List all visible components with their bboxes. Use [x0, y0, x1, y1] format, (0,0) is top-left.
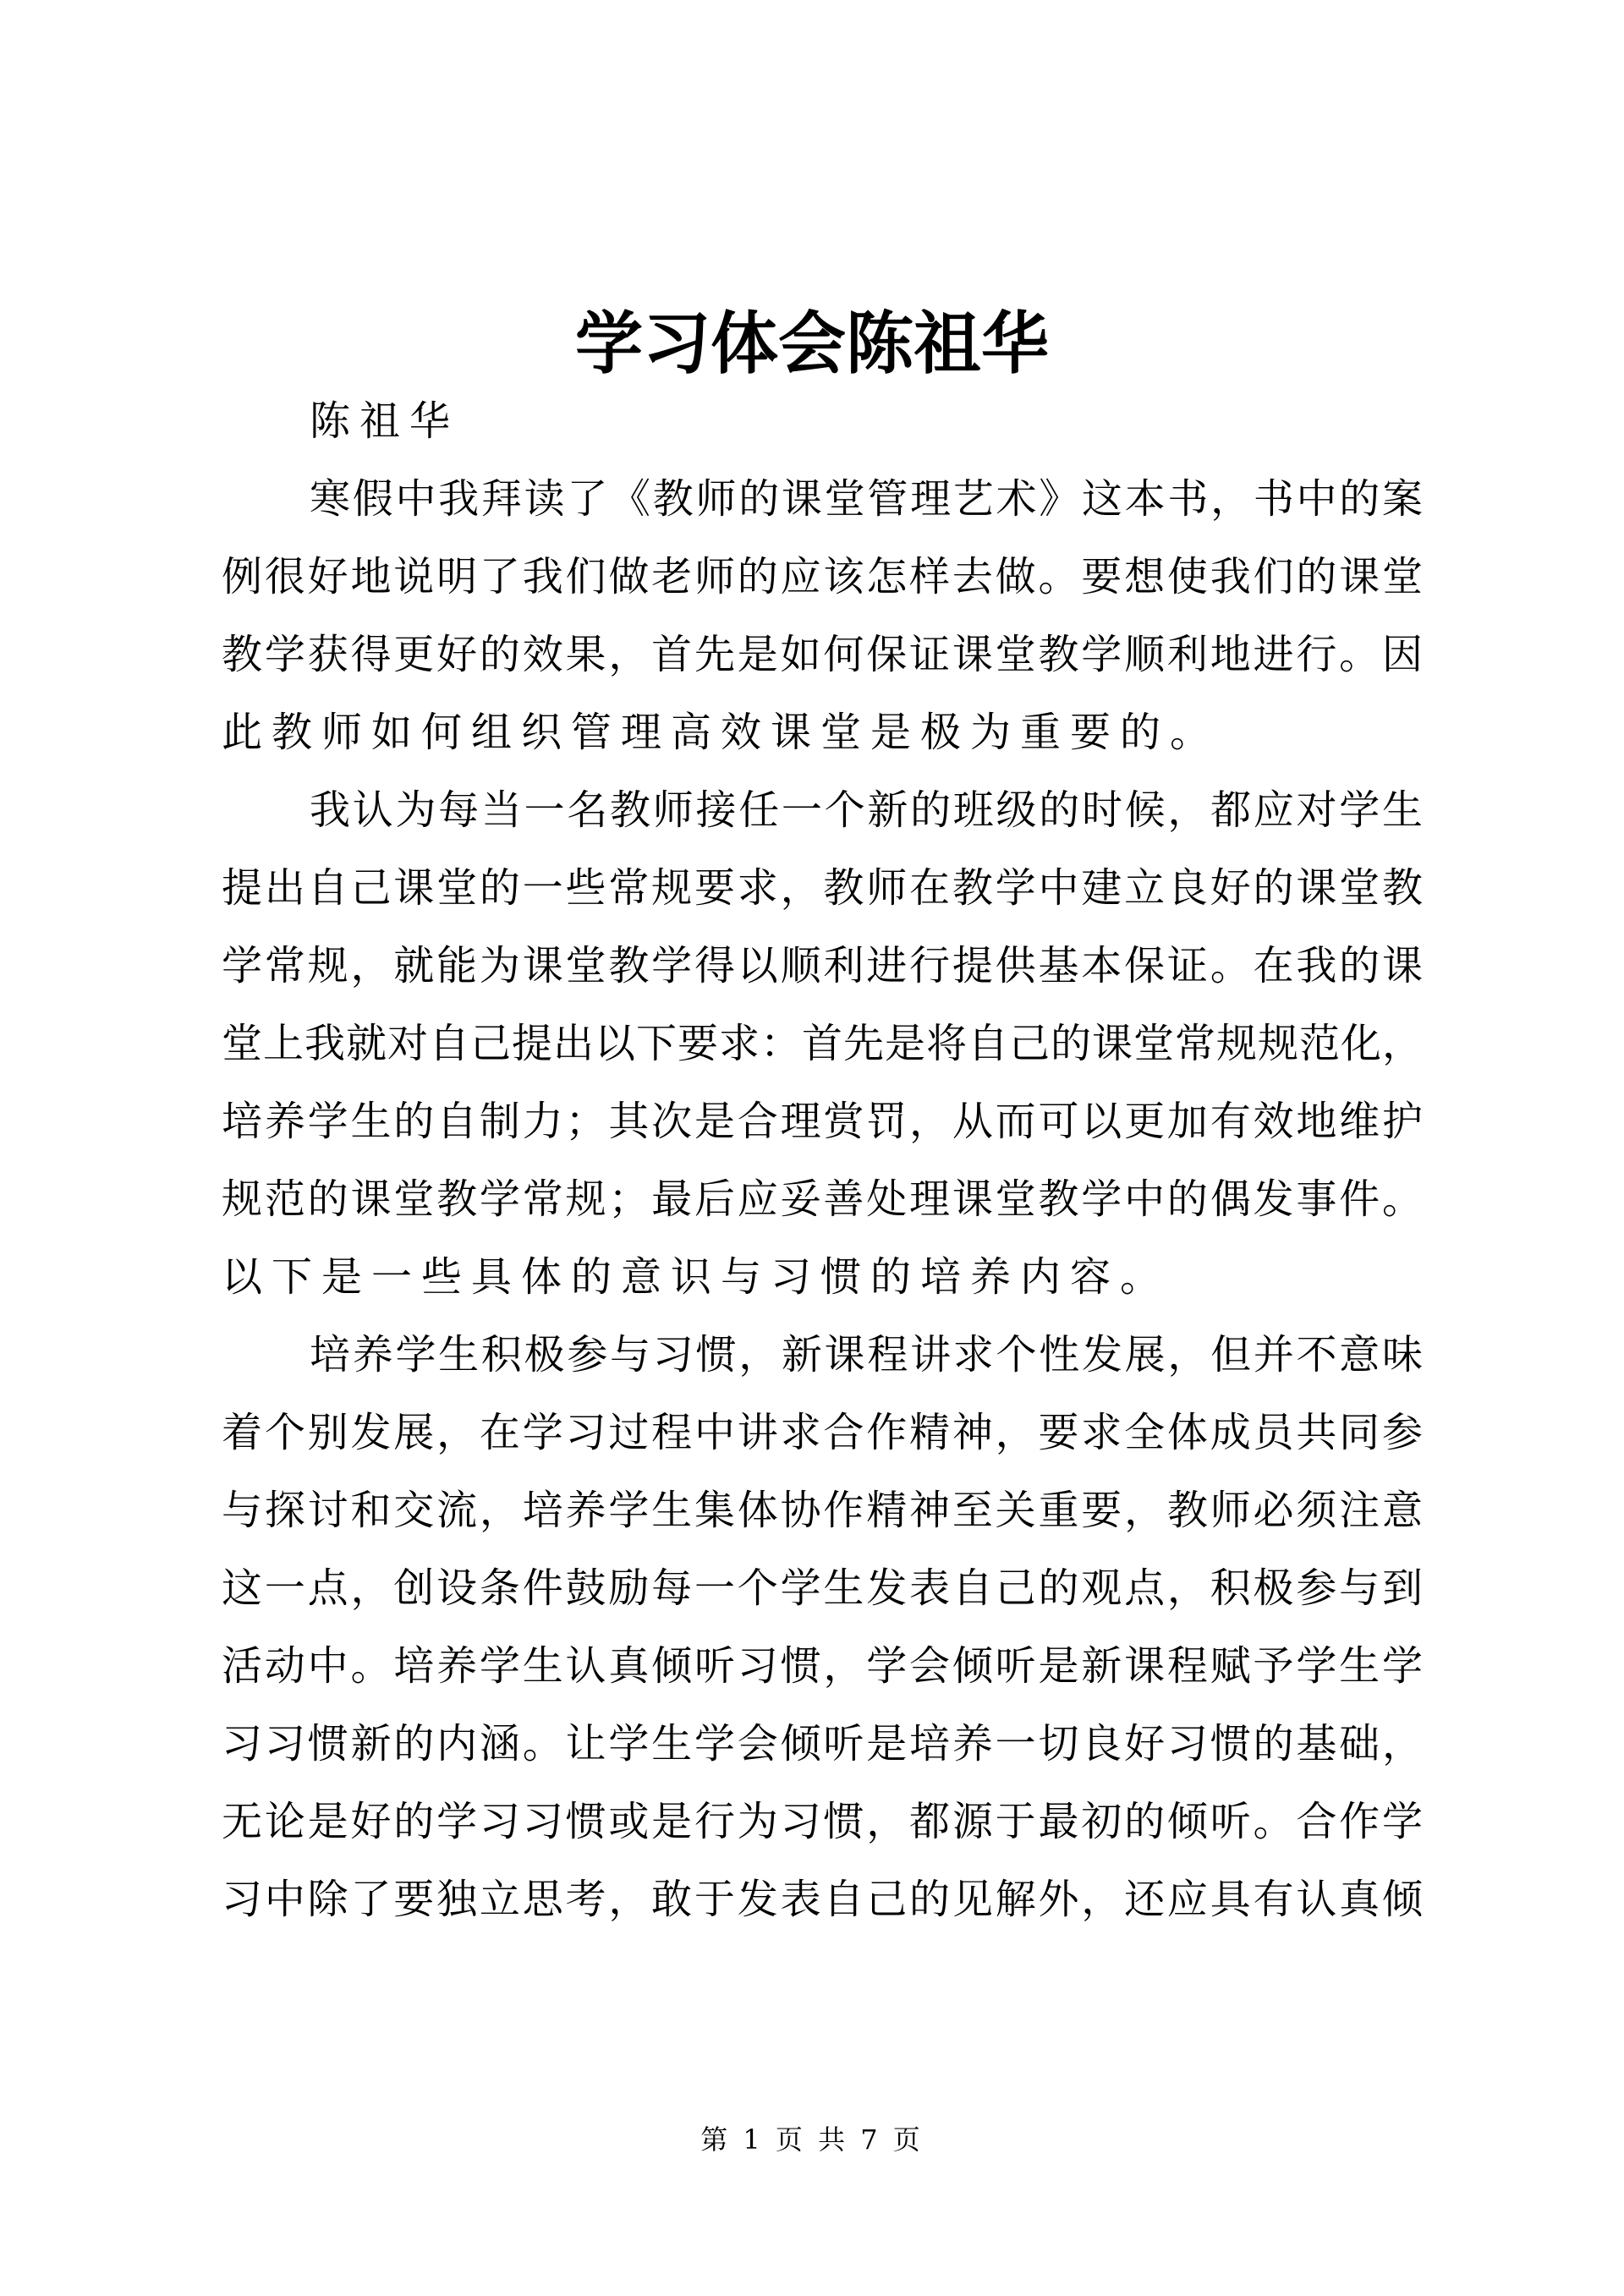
paragraph-3-line-6: 习习惯新的内涵。让学生学会倾听是培养一切良好习惯的基础，: [222, 1720, 1423, 1767]
paragraph-2-line-3: 学常规，就能为课堂教学得以顺利进行提供基本保证。在我的课: [222, 942, 1423, 989]
paragraph-3-line-3: 与探讨和交流，培养学生集体协作精神至关重要，教师必须注意: [222, 1487, 1423, 1534]
author-line: 陈祖华: [310, 397, 460, 445]
paragraph-1-line-1: 寒假中我拜读了《教师的课堂管理艺术》这本书，书中的案: [310, 475, 1423, 523]
document-body: [222, 382, 1423, 1938]
paragraph-3-line-2: 着个别发展，在学习过程中讲求合作精神，要求全体成员共同参: [222, 1409, 1423, 1456]
paragraph-2-line-2: 提出自己课堂的一些常规要求，教师在教学中建立良好的课堂教: [222, 864, 1423, 912]
paragraph-2-line-6: 规范的课堂教学常规；最后应妥善处理课堂教学中的偶发事件。: [222, 1175, 1423, 1223]
paragraph-1-line-4: 此教师如何组织管理高效课堂是极为重要的。: [222, 709, 1221, 756]
paragraph-2-line-4: 堂上我就对自己提出以下要求：首先是将自己的课堂常规规范化，: [222, 1020, 1423, 1067]
paragraph-2-line-7: 以下是一些具体的意识与习惯的培养内容。: [222, 1253, 1171, 1301]
paragraph-2-line-5: 培养学生的自制力；其次是合理赏罚，从而可以更加有效地维护: [222, 1098, 1423, 1145]
page-footer: 第 1 页 共 7 页: [700, 2123, 924, 2156]
paragraph-3-line-1: 培养学生积极参与习惯，新课程讲求个性发展，但并不意味: [310, 1331, 1423, 1378]
paragraph-3-line-5: 活动中。培养学生认真倾听习惯，学会倾听是新课程赋予学生学: [222, 1642, 1423, 1690]
paragraph-3-line-8: 习中除了要独立思考，敢于发表自己的见解外，还应具有认真倾: [222, 1876, 1423, 1923]
paragraph-3-line-4: 这一点，创设条件鼓励每一个学生发表自己的观点，积极参与到: [222, 1564, 1423, 1612]
paragraph-1-line-3: 教学获得更好的效果，首先是如何保证课堂教学顺利地进行。因: [222, 631, 1423, 678]
page-title: 学习体会陈祖华: [575, 304, 1049, 383]
paragraph-1-line-2: 例很好地说明了我们做老师的应该怎样去做。要想使我们的课堂: [222, 553, 1423, 600]
paragraph-3-line-7: 无论是好的学习习惯或是行为习惯，都源于最初的倾听。合作学: [222, 1798, 1423, 1845]
paragraph-2-line-1: 我认为每当一名教师接任一个新的班级的时候，都应对学生: [310, 786, 1423, 834]
